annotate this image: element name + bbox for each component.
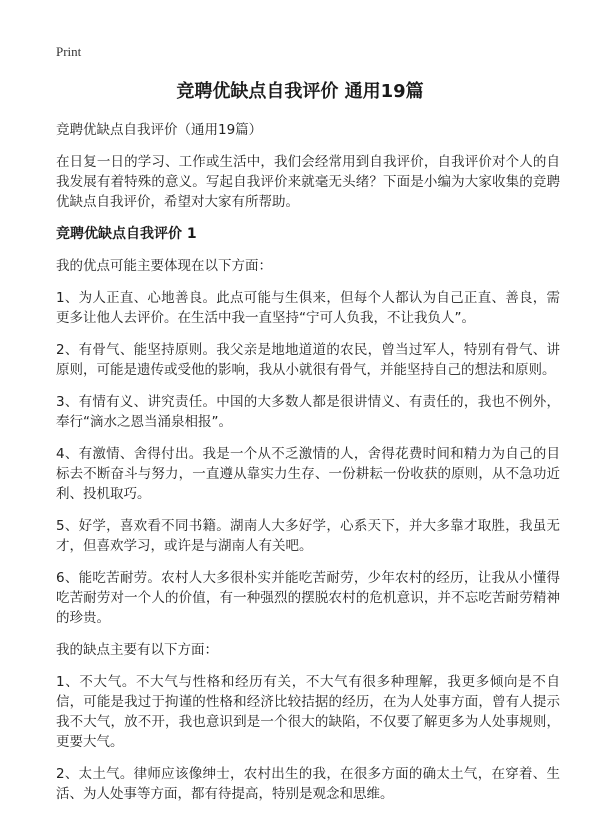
strength-item: 4、有激情、舍得付出。我是一个从不乏激情的人，舍得花费时间和精力为自己的目标去不断奋斗与努力，一直遵从靠实力生存、一份耕耘一份收获的原则，从不急功近利、投机取巧。 bbox=[56, 446, 560, 502]
strength-item: 1、为人正直、心地善良。此点可能与生俱来，但每个人都认为自己正直、善良，需更多让他人去评价。在生活中我一直坚持“宁可人负我，不让我负人”。 bbox=[56, 290, 560, 326]
article-body bbox=[56, 120, 560, 816]
page-title: 竞聘优缺点自我评价 通用19篇 bbox=[176, 81, 424, 102]
strength-item: 3、有情有义、讲究责任。中国的大多数人都是很讲情义、有责任的，我也不例外，奉行“滴水之恩当涌泉相报”。 bbox=[56, 394, 560, 430]
strength-item: 2、有骨气、能坚持原则。我父亲是地地道道的农民，曾当过军人，特别有骨气、讲原则，可能是遗传或受他的影响，我从小就很有骨气，并能坚持自己的想法和原则。 bbox=[56, 342, 560, 378]
print-link[interactable]: Print bbox=[56, 44, 82, 59]
strength-item: 5、好学，喜欢看不同书籍。湖南人大多好学，心系天下，并大多靠才取胜，我虽无才，但喜欢学习，或许是与湖南人有关吧。 bbox=[56, 518, 560, 554]
intro-paragraph: 在日复一日的学习、工作或生活中，我们会经常用到自我评价，自我评价对个人的自我发展有着特殊的意义。写起自我评价来就毫无头绪？下面是小编为大家收集的竞聘优缺点自我评价，希望对大家有所帮助。 bbox=[56, 154, 560, 210]
section-heading: 竞聘优缺点自我评价 1 bbox=[56, 226, 197, 242]
strength-item: 6、能吃苦耐劳。农村人大多很朴实并能吃苦耐劳，少年农村的经历，让我从小懂得吃苦耐劳对一个人的价值，有一种强烈的摆脱农村的危机意识，并不忘吃苦耐劳精神的珍贵。 bbox=[56, 570, 560, 626]
strengths-intro: 我的优点可能主要体现在以下方面： bbox=[56, 258, 272, 274]
weaknesses-intro: 我的缺点主要有以下方面： bbox=[56, 642, 218, 658]
article-subtitle: 竞聘优缺点自我评价（通用19篇） bbox=[56, 122, 263, 138]
weakness-item: 1、不大气。不大气与性格和经历有关，不大气有很多种理解，我更多倾向是不自信，可能是我过于拘谨的性格和经济比较拮据的经历，在为人处事方面，曾有人提示我不大气，放不开，我也意识到是一个很大的缺陷，不仅要了解更多为人处事规则，更要大气。 bbox=[56, 674, 560, 750]
weakness-item: 2、太土气。律师应该像绅士，农村出生的我，在很多方面的确太土气，在穿着、生活、为人处事等方面，都有待提高，特别是观念和思维。 bbox=[56, 766, 560, 802]
